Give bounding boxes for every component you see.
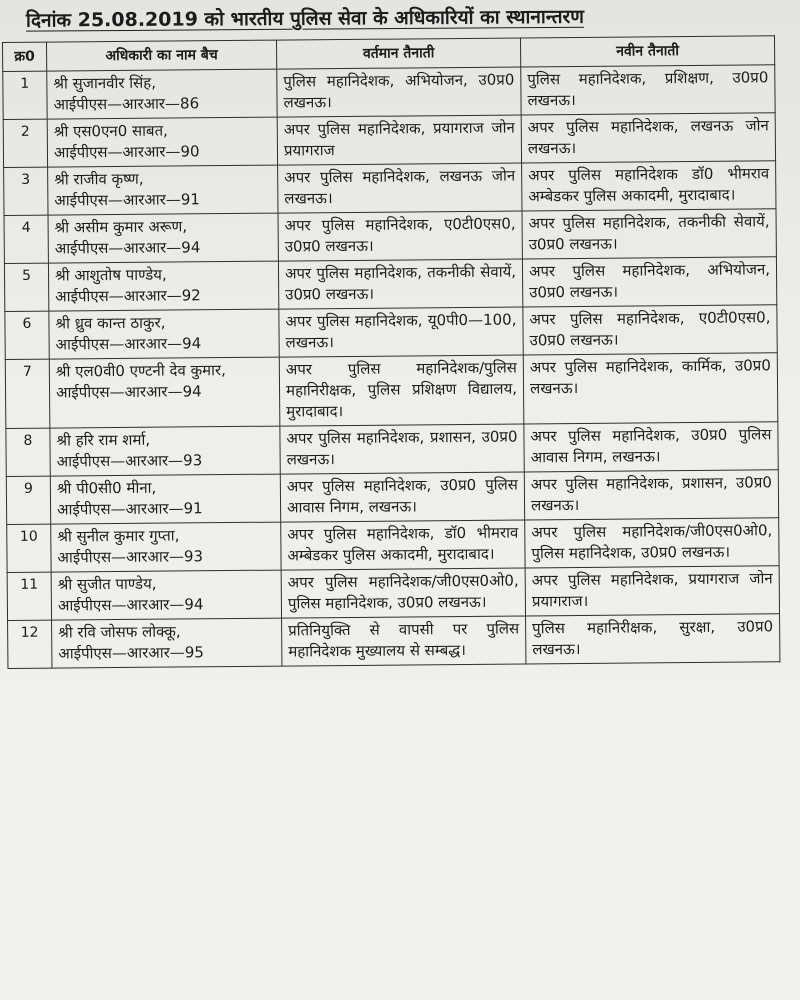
cell-current-posting: अपर पुलिस महानिदेशक, डॉ0 भीमराव अम्बेडकर पुलिस अकादमी, मुरादाबाद। <box>281 520 525 570</box>
table-row <box>6 470 778 525</box>
cell-sno: 11 <box>7 572 51 620</box>
cell-new-posting: अपर पुलिस महानिदेशक डॉ0 भीमराव अम्बेडकर पुलिस अकादमी, मुरादाबाद। <box>522 161 776 211</box>
cell-officer-name: श्री एस0एन0 साबत, आईपीएस—आरआर—90 <box>47 117 277 167</box>
table-row <box>3 113 775 168</box>
cell-current-posting: अपर पुलिस महानिदेशक, प्रशासन, उ0प्र0 लखनऊ। <box>280 424 524 474</box>
cell-current-posting: अपर पुलिस महानिदेशक/जी0एस0ओ0, पुलिस महानिदेशक, उ0प्र0 लखनऊ। <box>281 568 525 618</box>
table-row <box>3 65 775 120</box>
transfer-table <box>2 35 780 669</box>
cell-officer-name: श्री सुनील कुमार गुप्ता, आईपीएस—आरआर—93 <box>51 522 281 572</box>
cell-officer-name: श्री एल0वी0 एण्टनी देव कुमार, आईपीएस—आरआर—94 <box>49 357 280 428</box>
cell-new-posting: अपर पुलिस महानिदेशक, प्रयागराज जोन प्रयागराज। <box>525 566 779 616</box>
cell-current-posting: अपर पुलिस महानिदेशक, ए0टी0एस0, उ0प्र0 लखनऊ। <box>278 211 522 261</box>
header-new-posting: नवीन तैनाती <box>520 36 774 67</box>
header-name: अधिकारी का नाम बैच <box>47 40 277 71</box>
cell-sno: 2 <box>3 119 47 167</box>
table-row <box>7 566 779 621</box>
cell-new-posting: अपर पुलिस महानिदेशक, उ0प्र0 पुलिस आवास निगम, लखनऊ। <box>524 422 778 472</box>
cell-sno: 6 <box>5 311 49 359</box>
table-row <box>5 353 778 429</box>
cell-officer-name: श्री सुजीत पाण्डेय, आईपीएस—आरआर—94 <box>51 570 281 620</box>
cell-officer-name: श्री सुजानवीर सिंह, आईपीएस—आरआर—86 <box>47 69 277 119</box>
cell-sno: 8 <box>6 428 50 476</box>
cell-current-posting: अपर पुलिस महानिदेशक, प्रयागराज जोन प्रयागराज <box>277 115 521 165</box>
cell-sno: 12 <box>8 620 52 668</box>
cell-officer-name: श्री असीम कुमार अरूण, आईपीएस—आरआर—94 <box>48 213 278 263</box>
cell-sno: 9 <box>6 476 50 524</box>
cell-sno: 4 <box>4 215 48 263</box>
table-row <box>7 518 779 573</box>
cell-new-posting: पुलिस महानिदेशक, प्रशिक्षण, उ0प्र0 लखनऊ। <box>521 65 775 115</box>
cell-new-posting: अपर पुलिस महानिदेशक, अभियोजन, उ0प्र0 लखनऊ। <box>522 257 776 307</box>
cell-officer-name: श्री रवि जोसफ लोक्कू, आईपीएस—आरआर—95 <box>52 618 282 668</box>
cell-officer-name: श्री पी0सी0 मीना, आईपीएस—आरआर—91 <box>50 474 280 524</box>
cell-sno: 7 <box>5 359 50 428</box>
cell-current-posting: पुलिस महानिदेशक, अभियोजन, उ0प्र0 लखनऊ। <box>277 67 521 117</box>
cell-officer-name: श्री ध्रुव कान्त ठाकुर, आईपीएस—आरआर—94 <box>49 309 279 359</box>
cell-sno: 1 <box>3 71 47 119</box>
cell-new-posting: अपर पुलिस महानिदेशक, कार्मिक, उ0प्र0 लखनऊ। <box>523 353 778 424</box>
cell-current-posting: अपर पुलिस महानिदेशक, लखनऊ जोन लखनऊ। <box>278 163 522 213</box>
cell-current-posting: प्रतिनियुक्ति से वापसी पर पुलिस महानिदेशक मुख्यालय से सम्बद्ध। <box>282 616 526 666</box>
cell-sno: 5 <box>4 263 48 311</box>
cell-officer-name: श्री राजीव कृष्ण, आईपीएस—आरआर—91 <box>48 165 278 215</box>
cell-new-posting: अपर पुलिस महानिदेशक, लखनऊ जोन लखनऊ। <box>521 113 775 163</box>
cell-sno: 3 <box>4 167 48 215</box>
table-row <box>6 422 778 477</box>
cell-current-posting: अपर पुलिस महानिदेशक, तकनीकी सेवायें, उ0प्र0 लखनऊ। <box>278 259 522 309</box>
cell-current-posting: अपर पुलिस महानिदेशक/पुलिस महानिरीक्षक, पुलिस प्रशिक्षण विद्यालय, मुरादाबाद। <box>279 355 524 426</box>
cell-new-posting: अपर पुलिस महानिदेशक, तकनीकी सेवायें, उ0प्र0 लखनऊ। <box>522 209 776 259</box>
cell-new-posting: पुलिस महानिरीक्षक, सुरक्षा, उ0प्र0 लखनऊ। <box>526 614 780 664</box>
cell-current-posting: अपर पुलिस महानिदेशक, यू0पी0—100, लखनऊ। <box>279 307 523 357</box>
document-heading: दिनांक 25.08.2019 को भारतीय पुलिस सेवा के अधिकारियों का स्थानान्तरण <box>25 5 585 32</box>
header-sno: क्र0 <box>3 42 47 71</box>
cell-current-posting: अपर पुलिस महानिदेशक, उ0प्र0 पुलिस आवास निगम, लखनऊ। <box>280 472 524 522</box>
table-row <box>5 305 777 360</box>
header-current-posting: वर्तमान तैनाती <box>276 38 520 69</box>
table-row <box>8 614 780 669</box>
table-row <box>4 161 776 216</box>
cell-sno: 10 <box>7 524 51 572</box>
cell-new-posting: अपर पुलिस महानिदेशक/जी0एस0ओ0, पुलिस महानिदेशक, उ0प्र0 लखनऊ। <box>525 518 779 568</box>
cell-new-posting: अपर पुलिस महानिदेशक, प्रशासन, उ0प्र0 लखनऊ। <box>524 470 778 520</box>
table-row <box>4 257 776 312</box>
cell-new-posting: अपर पुलिस महानिदेशक, ए0टी0एस0, उ0प्र0 लखनऊ। <box>523 305 777 355</box>
cell-officer-name: श्री हरि राम शर्मा, आईपीएस—आरआर—93 <box>50 426 280 476</box>
table-row <box>4 209 776 264</box>
cell-officer-name: श्री आशुतोष पाण्डेय, आईपीएस—आरआर—92 <box>48 261 278 311</box>
